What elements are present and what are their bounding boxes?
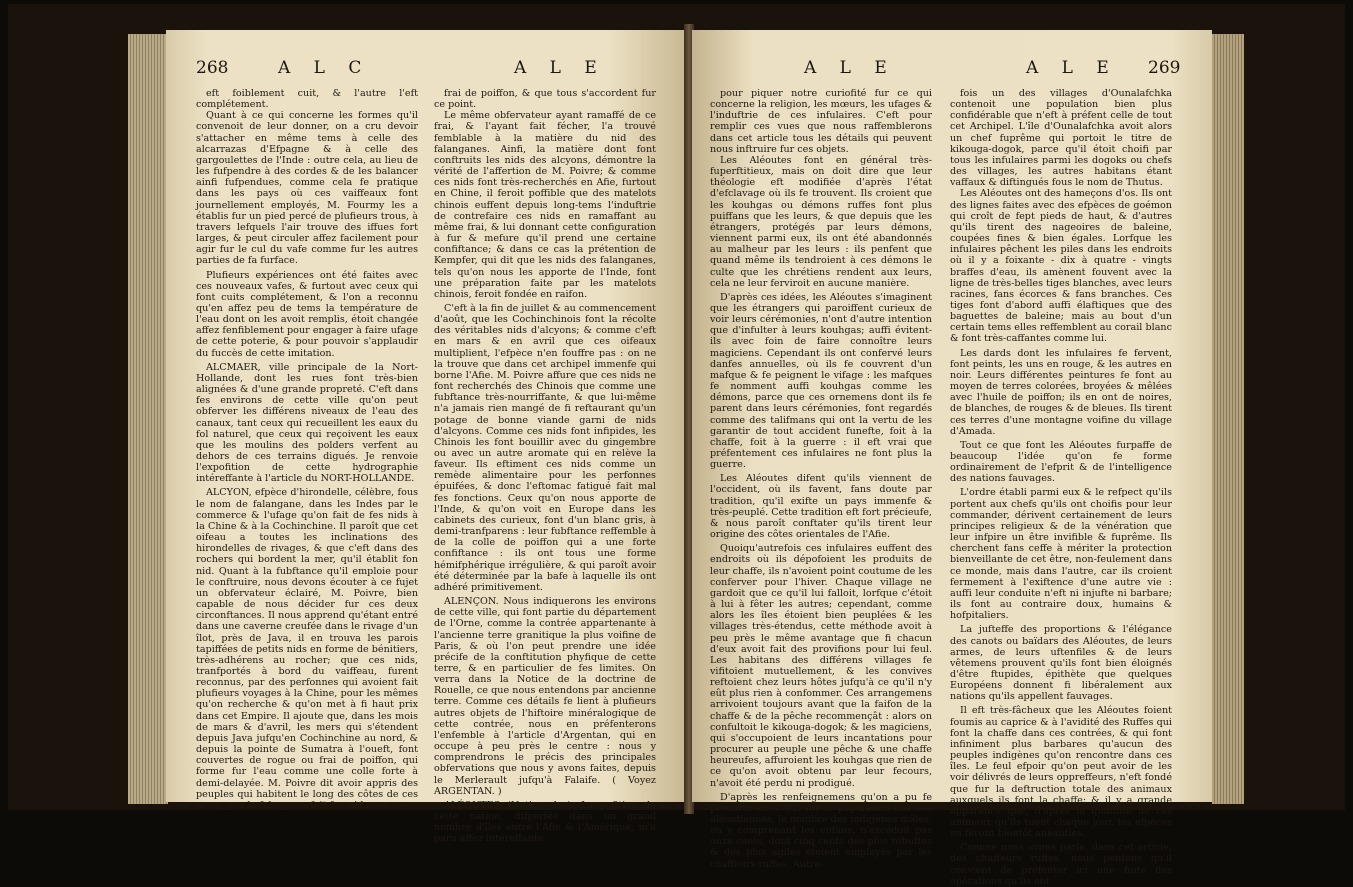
text-column-left-1	[196, 88, 418, 811]
left-page	[166, 30, 686, 845]
paragraph: La jufteffe des proportions & l'élégance des canots ou baïdars des Aléoutes, de leurs armes, de leurs uftenfiles & de leurs vêtemens prouvent qu'ils font bien éloignés d'être ftupides, épithète que quelques Européens donnent fi libéralement aux nations qu'ils appellent fauvages.	[950, 624, 1172, 703]
paragraph: L'ordre établi parmi eux & le refpect qu'ils portent aux chefs qu'ils ont choifis pour leur commander, dérivent certainement de leurs principes religieux & de la vénération que leur infpire un être invifible & fuprême. Ils cherchent fans ceffe à mériter la protection bienveillante de cet être, non-feulement dans ce monde, mais dans l'autre, car ils croient fermement à l'exiftence d'une autre vie : auffi leur conduite n'eft ni injufte ni barbare; ils font au contraire doux, humains & hofpitaliers.	[950, 487, 1172, 622]
paragraph: Plufieurs expériences ont été faites avec ces nouveaux vafes, & furtout avec ceux qui font cuits complétement, & l'on a reconnu qu'en affez peu de tems la température de l'eau dont on les avoit remplis, étoit changée affez fenfiblement pour engager à faire ufage de cette poterie, & pour pouvoir s'applaudir du fuccès de cette imitation.	[196, 269, 418, 359]
paragraph: ALENÇON. Nous indiquerons les environs de cette ville, qui font partie du département de l'Orne, comme la contrée appartenante à l'ancienne terre granitique la plus voifine de Paris, & où l'on peut prendre une idée précife de la conftitution phyfique de cette terre, & en particulier de fes limites. On verra dans la Notice de la doctrine de Rouelle, ce que nous entendons par ancienne terre. Comme ces détails fe lient à plufieurs autres objets de l'hiftoire minéralogique de cette contrée, nous en préfenterons l'enfemble à l'article d'Argentan, qui en occupe à peu près le centre : nous y comprendrons le précis des principales obfervations que nous y avons faites, depuis le Merlerault jufqu'à Falaife. ( Voyez ARGENTAN. )	[434, 596, 656, 797]
paragraph: D'après les renfeignemens qu'on a pu fe procurer en 1792, fur la population des îles aléoutiennes, le nombre des indigènes mâles, en y comprenant les enfans, n'excédoit pas onze cents, dont cinq cents des plus robuftes & des plus agiles étoient employés par les chaffeurs ruffes. Autre-	[710, 791, 932, 870]
paragraph: Tout ce que font les Aléoutes furpaffe de beaucoup l'idée qu'on fe forme ordinairement de l'efprit & de l'intelligence des nations fauvages.	[950, 439, 1172, 485]
paragraph: D'après ces idées, les Aléoutes s'imaginent que les étrangers qui paroiffent curieux de voir leurs cérémonies, n'ont d'autre intention que d'infulter à leurs kouhgas; auffi évitent-ils avec foin de faire connoître leurs magiciens. Cependant ils ont confervé leurs danfes annuelles, où ils fe couvrent d'un mafque & fe peignent le vifage : les mafques fe nomment auffi kouhgas comme les démons, parce que ces ornemens dont ils fe parent dans leurs cérémonies, font regardés comme des talifmans qui ont la vertu de les garantir de tout accident funefte, foit à la chaffe, foit à la guerre : il eft vrai que préfentement ces infulaires ne font plus la guerre.	[710, 291, 932, 471]
paragraph: Comme nous avons parlé, dans cet article, des chaffeurs ruffes, nous penfons qu'il convient de préfenter ici une fuite des opérations qu'ils ont	[950, 842, 1172, 887]
page-number: 269	[1148, 58, 1181, 78]
left-page-edges	[128, 34, 168, 804]
right-page-header	[692, 58, 1212, 88]
text-column-left-2	[434, 88, 656, 845]
paragraph: ALCYON, efpèce d'hirondelle, célèbre, fous le nom de falangane, dans les Indes par le commerce & l'ufage qu'on fait de fes nids à la Chine & à la Cochinchine. Il paroît que cet oifeau a toutes les inclinations des hirondelles de rivages, & que c'eft dans des rochers qui bordent la mer, qu'il établit fon nid. Quant à la fubftance qu'il emploie pour le conftruire, nous devons écouter à ce fujet un obfervateur éclairé, M. Poivre, bien capable de nous décider fur ces deux circonftances. Il nous apprend qu'étant entré dans une caverne creufée dans le rivage d'un îlot, près de Java, il en trouva les parois tapiffées de petits nids en forme de bénitiers, très-adhérens au rocher; que ces nids, tranfportés à bord du vaiffeau, furent reconnus, par des perfonnes qui avoient fait plufieurs voyages à la Chine, pour les mêmes qu'on recherche & qu'on met à fi haut prix dans cet Empire. Il ajoute que, dans les mois de mars & d'avril, les mers qui s'étendent depuis Java jufqu'en Cochinchine au nord, & depuis la pointe de Sumatra à l'oueft, font couvertes de rogue ou frai de poiffon, qui forme fur l'eau comme une colle forte à demi-delayée. M. Poivre dit avoir appris des peuples qui habitent le long des côtes de ces mers, que la falangane fait fon nid avec ce	[196, 487, 418, 811]
paragraph: Il eft très-fâcheux que les Aléoutes foient foumis au caprice & à l'avidité des Ruffes qui font la chaffe dans ces contrées, & qui font infiniment plus barbares qu'aucun des peuples indigènes qu'on rencontre dans ces îles. Le feul efpoir qu'on peut avoir de les voir délivrés de leurs oppreffeurs, n'eft fondé que fur la deftruction totale des animaux auxquels ils font la chaffe; & il y a grande apparence que, d'après la quantité de ces animaux qu'ils tuent chaque jour, les efpèces en feront bientôt anéanties.	[950, 705, 1172, 840]
paragraph: Quant à ce qui concerne les formes qu'il convenoit de leur donner, on a cru devoir s'attacher en même tems à celle des alcarrazas d'Efpagne & à celle des gargoulettes de l'Inde : outre cela, au lieu de les fufpendre à des cordes & de les balancer ainfi fufpendues, comme cela fe pratique dans les pays où ces vaiffeaux font journellement employés, M. Fourmy les a établis fur un pied percé de plufieurs trous, à travers lefquels l'air trouve des iffues fort larges, & peut circuler affez facilement pour agir fur le cul du vafe comme fur les autres parties de fa furface.	[196, 110, 418, 267]
running-head: A L E	[804, 58, 896, 78]
paragraph: Quoiqu'autrefois ces infulaires euffent des endroits où ils dépofoient les produits de leur chaffe, ils n'avoient point coutume de les conferver pour l'hiver. Chaque village ne gardoit que ce qu'il lui falloit, lorfque c'étoit à lui à fêter les autres; cependant, comme alors les îles étoient bien peuplées & les villages très-étendus, cette méthode avoit à peu près le même avantage que fi chacun d'eux avoit fait des provifions pour lui feul. Les habitans des différens villages fe vifitoient mutuellement, & les convives reftoient chez leurs hôtes jufqu'à ce qu'il n'y eût plus rien à confommer. Ces arrangemens arrivoient toujours avant que la faifon de la chaffe & de la pêche recommençât : alors on confultoit le kikouga-dogok; & les magiciens, qui s'occupoient de leurs incantations pour procurer au peuple une pêche & une chaffe heureufes, affuroient les kouhgas que rien de ce qu'on avoit obtenu par leur fecours, n'avoit été perdu ni prodigué.	[710, 543, 932, 789]
paragraph: Les Aléoutes ont des hameçons d'os. Ils ont des lignes faites avec des efpèces de goémon qui croît de fept pieds de haut, & d'autres qu'ils tirent des nageoires de baleine, coupées fines & bien égales. Lorfque les infulaires pêchent les piles dans les endroits où il y a foixante - dix à quatre - vingts braffes d'eau, ils amènent fouvent avec la ligne de très-belles tiges blanches, avec leurs racines, fans écorces & fans branches. Ces tiges font d'abord auffi élaftiques que des baguettes de baleine; mais au bout d'un certain tems elles reffemblent au corail blanc & font très-caffantes comme lui.	[950, 188, 1172, 345]
paragraph: pour piquer notre curiofité fur ce qui concerne la religion, les mœurs, les ufages & l'induftrie de ces infulaires. C'eft pour remplir ces vues que nous raffemblerons dans cet article tous les détails qui peuvent nous inftruire fur ces objets.	[710, 88, 932, 155]
page-number: 268	[196, 58, 229, 78]
paragraph: Les Aléoutes difent qu'ils viennent de l'occident, où ils favent, fans doute par tradition, qu'il exifte un pays immenfe & très-peuplé. Cette tradition eft fort précieufe, & nous paroît conftater qu'ils tirent leur origine des côtes orientales de l'Afie.	[710, 473, 932, 541]
running-head: A L C	[278, 58, 371, 78]
paragraph: Les dards dont les infulaires fe fervent, font peints, les uns en rouge, & les autres en noir. Leurs différentes peintures fe font au moyen de terres colorées, broyées & mêlées avec l'huile de poiffon; ils en ont de noires, de blanches, de rouges & de bleues. Ils tirent ces terres d'une montagne voifine du village d'Amada.	[950, 347, 1172, 437]
running-head: A L E	[514, 58, 606, 78]
paragraph: eft foiblement cuit, & l'autre l'eft complétement.	[196, 88, 418, 111]
paragraph: C'eft à la fin de juillet & au commencement d'août, que les Cochinchinois font la récolte des véritables nids d'alcyons; & comme c'eft en mars & en avril que ces oifeaux multiplient, l'efpèce n'en fouffre pas : on ne la trouve que dans cet archipel immenfe qui borne l'Afie. M. Poivre affure que ces nids ne font recherchés des Chinois que comme une fubftance très-nourriffante, & que lui-même n'a jamais rien mangé de fi reftaurant qu'un potage de bonne viande garni de nids d'alcyons. Comme ces nids font infipides, les Chinois les font bouillir avec du gingembre ou avec un autre aromate qui en relève la faveur. Ils eftiment ces nids comme un remède alimentaire pour les perfonnes épuifées, & donc l'eftomac fatigué fait mal fes fonctions. Ceux qu'on nous apporte de l'Inde, & qu'on voit en Europe dans les cabinets des curieux, font d'un blanc gris, à demi-tranfparens : leur fubftance reffemble à de la colle de poiffon qui a une forte confiftance : ils ont tous une forme hémifphérique irrégulière, & qui paroît avoir été déterminée par la bafe à laquelle ils ont adhéré primitivement.	[434, 302, 656, 593]
right-page	[692, 30, 1212, 887]
paragraph: fois un des villages d'Ounalafchka contenoit une population bien plus confidérable que n'eft à préfent celle de tout cet Archipel. L'île d'Ounalafchka avoit alors un chef fuprême qui portoit le titre de kikouga-dogok, parce qu'il étoit choifi par tous les infulaires parmi les dogoks ou chefs des villages, les autres habitans étant vaffaux & diftingués fous le nom de Thutus.	[950, 88, 1172, 189]
book-spread	[8, 4, 1345, 887]
paragraph: Les Aléoutes font en général très-fuperftitieux, mais on doit dire que leur théologie eft modifiée d'après l'état d'efclavage où ils fe trouvent. Ils croient que les kouhgas ou démons ruffes font plus puiffans que les leurs, & que depuis que les étrangers, protégés par leurs démons, viennent parmi eux, ils ont été abandonnés au malheur par les leurs : ils penfent que quand même ils tendroient à ces démons le culte que les chrétiens rendent aux leurs, cela ne leur ferviroit en aucune manière.	[710, 154, 932, 289]
text-column-right-1	[710, 88, 932, 870]
paragraph: Le même obfervateur ayant ramaffé de ce frai, & l'ayant fait fécher, l'a trouvé femblable à la matière du nid des falanganes. Ainfi, la matière dont font conftruits les nids des alcyons, démontre la vérité de l'affertion de M. Poivre; & comme ces nids font très-recherchés en Afie, furtout en Chine, il feroit poffible que des matelots chinois euffent depuis long-tems l'induftrie de contrefaire ces nids en ramaffant au même frai, & lui donnant cette configuration à fur & mefure qu'il prend une certaine confiftance; & dans ce cas la prétention de Kempfer, qui dit que les nids des falanganes, tels qu'on nous les apporte de l'Inde, font une préparation faite par les matelots chinois, feroit fondée en raifon.	[434, 110, 656, 300]
left-page-header	[166, 58, 686, 88]
paragraph: frai de poiffon, & que tous s'accordent fur ce point.	[434, 88, 656, 111]
text-column-right-2	[950, 88, 1172, 887]
right-page-edges	[1212, 34, 1244, 804]
paragraph: ALÉOUTES (Nation des). La pofition de cette nation, difperfée dans un grand nombre d'îles entre l'Afie & l'Amérique, m'a paru affez intéreffante	[434, 799, 656, 845]
running-head: A L E	[1026, 58, 1118, 78]
paragraph: ALCMAER, ville principale de la Nort-Hollande, dont les rues font très-bien alignées & d'une grande propreté. C'eft dans fes environs de cette ville qu'on peut obferver les différens niveaux de l'eau des canaux, tant ceux qui recueillent les eaux du fol naturel, que ceux qui reçoivent les eaux que les moulins des polders verfent au dehors de ces terrains digués. Je renvoie l'expofition de cette hydrographie intéreffante à l'article du NORT-HOLLANDE.	[196, 361, 418, 485]
